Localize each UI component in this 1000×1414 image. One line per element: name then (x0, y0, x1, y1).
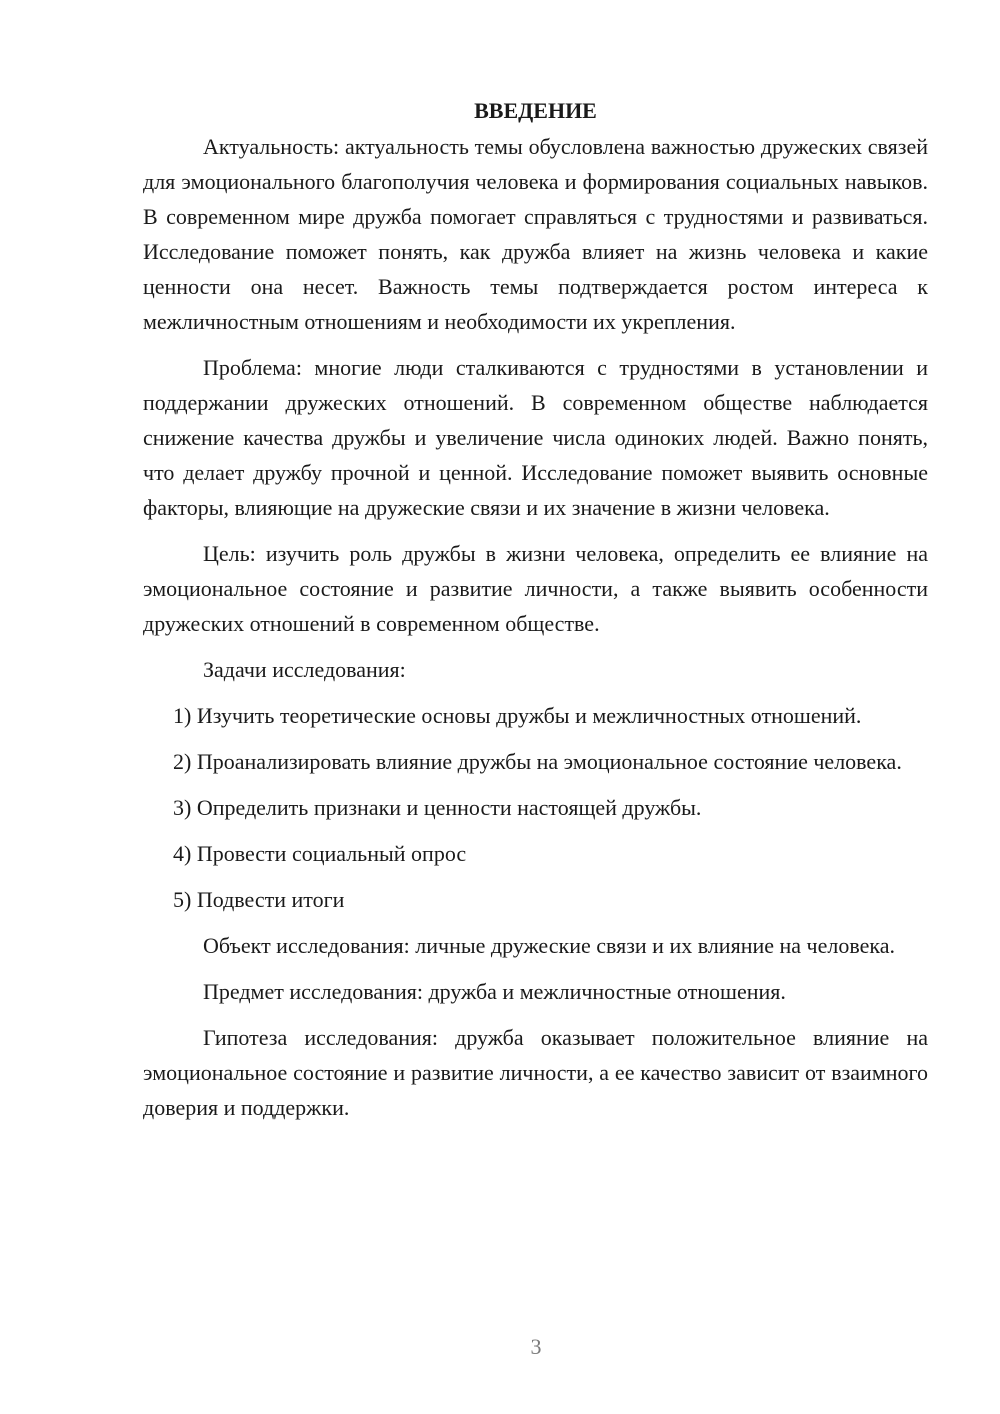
task-item-5: 5) Подвести итоги (173, 887, 345, 912)
section-title: ВВЕДЕНИЕ (474, 98, 597, 123)
page-number: 3 (530, 1334, 542, 1359)
paragraph-hypothesis: Гипотеза исследования: дружба оказывает положительное влияние на эмоциональное состояние и развитие личности, а ее качество зависит от взаимного доверия и поддержки. (143, 1025, 928, 1120)
paragraph-object: Объект исследования: личные дружеские связи и их влияние на человека. (203, 933, 896, 958)
paragraph-subject: Предмет исследования: дружба и межличностные отношения. (203, 979, 786, 1004)
task-item-2: 2) Проанализировать влияние дружбы на эмоциональное состояние человека. (173, 749, 902, 774)
tasks-heading: Задачи исследования: (203, 657, 406, 682)
paragraph-relevance: Актуальность: актуальность темы обусловлена важностью дружеских связей для эмоционального благополучия человека и формирования социальных навыков. В современном мире дружба помогает справляться с трудностями и развиваться. Исследование поможет понять, как дружба влияет на жизнь человека и какие ценности она несет. Важность темы подтверждается ростом интереса к межличностным отношениям и необходимости их укрепления. (143, 134, 928, 334)
paragraph-goal: Цель: изучить роль дружбы в жизни человека, определить ее влияние на эмоциональное состояние и развитие личности, а также выявить особенности дружеских отношений в современном обществе. (143, 541, 928, 636)
task-item-3: 3) Определить признаки и ценности настоящей дружбы. (173, 795, 702, 820)
task-item-4: 4) Провести социальный опрос (173, 841, 467, 866)
page-content (143, 93, 928, 1136)
task-item-1: 1) Изучить теоретические основы дружбы и межличностных отношений. (173, 703, 862, 728)
paragraph-problem: Проблема: многие люди сталкиваются с трудностями в установлении и поддержании дружеских отношений. В современном обществе наблюдается снижение качества дружбы и увеличение числа одиноких людей. Важно понять, что делает дружбу прочной и ценной. Исследование поможет выявить основные факторы, влияющие на дружеские связи и их значение в жизни человека. (143, 355, 928, 520)
